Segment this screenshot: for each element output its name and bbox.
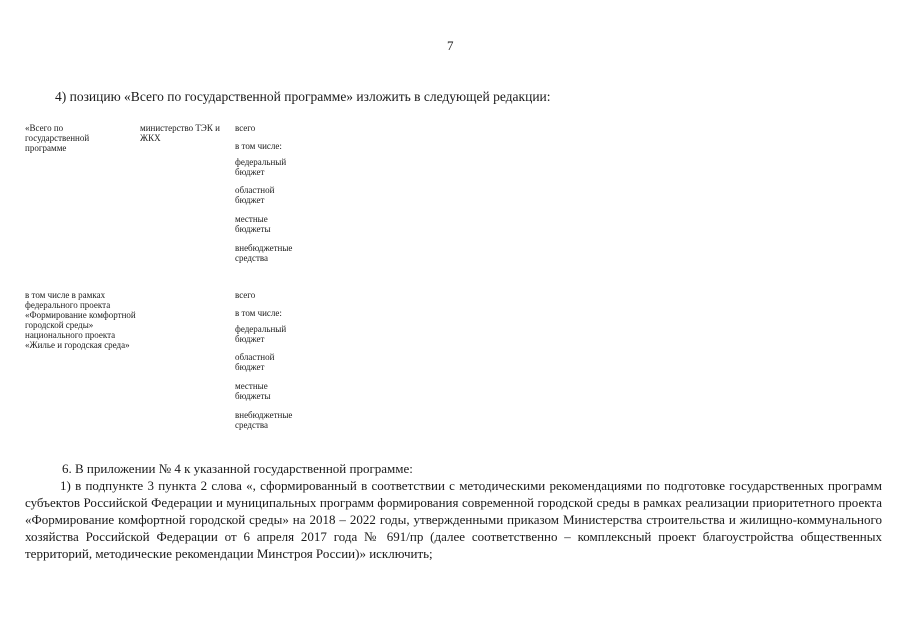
row-label: в том числе: [235,141,282,151]
row-label: внебюджетные средства [235,243,293,263]
row-label: областной бюджет [235,352,275,372]
intro-text: 4) позицию «Всего по государственной программе» изложить в следующей редакции: [55,89,551,104]
row-label: всего [235,123,256,133]
row-label: в том числе: [235,308,282,318]
row-label: всего [235,290,256,300]
row-label: внебюджетные средства [235,410,293,430]
paragraph-6: 6. В приложении № 4 к указанной государственной программе: [62,461,413,476]
executor-label: министерство ТЭК и ЖКХ [140,123,220,143]
page-number: 7 [447,38,454,53]
paragraph-1: 1) в подпункте 3 пункта 2 слова «, сформированный в соответствии с методическими рекомендациями по подготовке государственных программ субъектов Российской Федерации и муниципальных программ формирования современной городской среды в рамках реализации приоритетного проекта «Формирование комфортной городской среды» на 2018 – 2022 годы, утвержденными приказом Министерства строительства и жилищно-коммунального хозяйства Российской Федерации от 6 апреля 2017 года № 691/пр (далее соответственно – комплексный проект благоустройства общественных территорий, методические рекомендации Минстроя России)» исключить; [25,478,882,561]
row-label: местные бюджеты [235,381,271,401]
row-label: местные бюджеты [235,214,271,234]
program-label-subproject: в том числе в рамках федерального проекта «Формирование комфортной городской среды» национального проекта «Жилье и городская среда» [25,290,136,350]
row-label: областной бюджет [235,185,275,205]
row-label: федеральный бюджет [235,157,287,177]
row-label: федеральный бюджет [235,324,287,344]
program-label: «Всего по государственной программе [25,123,90,153]
